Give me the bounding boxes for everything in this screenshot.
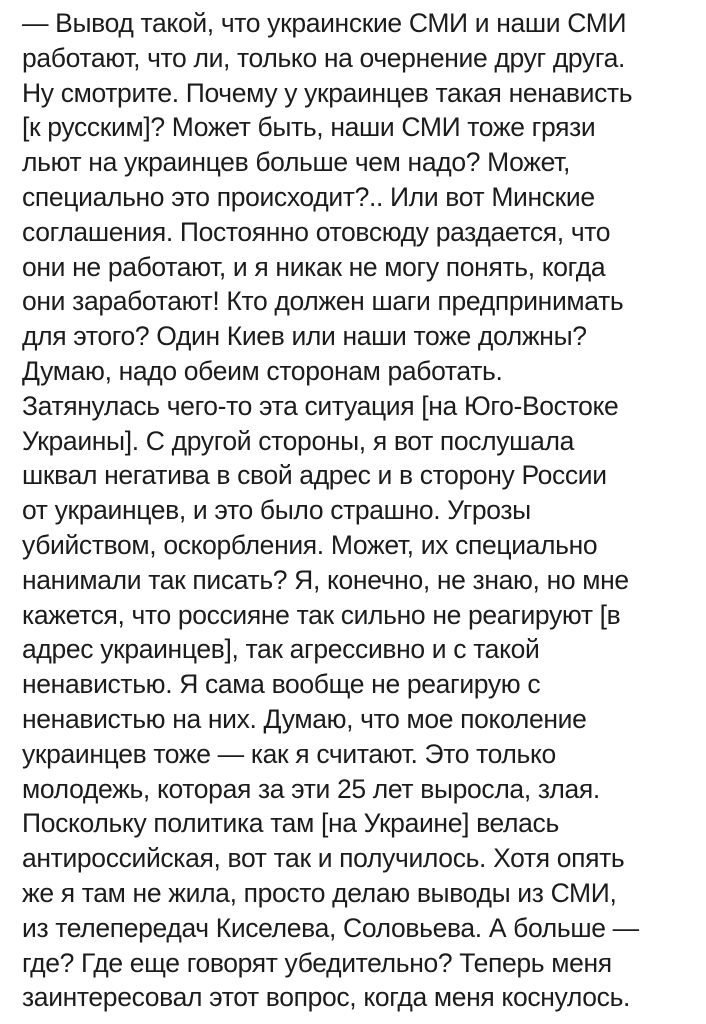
text-line: льют на украинцев больше чем надо? Может, bbox=[22, 147, 570, 178]
text-line: для этого? Один Киев или наши тоже должны? bbox=[22, 321, 587, 352]
text-line: [к русским]? Может быть, наши СМИ тоже грязи bbox=[22, 112, 596, 143]
text-line: антироссийская, вот так и получилось. Хотя опять bbox=[22, 843, 625, 874]
text-line: они заработают! Кто должен шаги предпринимать bbox=[22, 286, 624, 317]
text-line: Затянулась чего-то эта ситуация [на Юго-Востоке bbox=[22, 390, 619, 421]
text-line: — Вывод такой, что украинские СМИ и наши СМИ bbox=[22, 8, 627, 38]
text-line: кажется, что россияне так сильно не реагируют [в bbox=[22, 599, 621, 630]
text-line: молодежь, которая за эти 25 лет выросла, злая. bbox=[22, 773, 600, 804]
text-line: от украинцев, и это было страшно. Угрозы bbox=[22, 495, 531, 526]
text-line: шквал негатива в свой адрес и в сторону России bbox=[22, 460, 607, 491]
text-line: они не работают, и я никак не могу понять, когда bbox=[22, 251, 606, 282]
text-line: Думаю, надо обеим сторонам работать. bbox=[22, 355, 503, 386]
text-line: украинцев тоже — как я считают. Это только bbox=[22, 738, 556, 769]
text-line: адрес украинцев], так агрессивно и с такой bbox=[22, 634, 540, 665]
text-line: нанимали так писать? Я, конечно, не знаю, но мне bbox=[22, 564, 629, 595]
text-line: работают, что ли, только на очернение друг друга. bbox=[22, 42, 626, 73]
quote-text bbox=[22, 6, 698, 1015]
text-line: из телепередач Киселева, Соловьева. А больше — bbox=[22, 912, 639, 943]
text-line: Украины]. С другой стороны, я вот послушала bbox=[22, 425, 574, 456]
text-line: ненавистью. Я сама вообще не реагирую с bbox=[22, 669, 541, 700]
text-line: соглашения. Постоянно отовсюду раздается, что bbox=[22, 216, 611, 247]
text-line: заинтересовал этот вопрос, когда меня коснулось. bbox=[22, 982, 631, 1013]
text-line: где? Где еще говорят убедительно? Теперь меня bbox=[22, 947, 612, 978]
text-line: Поскольку политика там [на Украине] велась bbox=[22, 808, 559, 839]
text-line: ненавистью на них. Думаю, что мое поколение bbox=[22, 703, 587, 734]
text-line: же я там не жила, просто делаю выводы из СМИ, bbox=[22, 877, 617, 908]
text-line: специально это происходит?.. Или вот Минские bbox=[22, 181, 595, 212]
text-line: Ну смотрите. Почему у украинцев такая ненависть bbox=[22, 77, 633, 108]
text-line: убийством, оскорбления. Может, их специально bbox=[22, 529, 598, 560]
